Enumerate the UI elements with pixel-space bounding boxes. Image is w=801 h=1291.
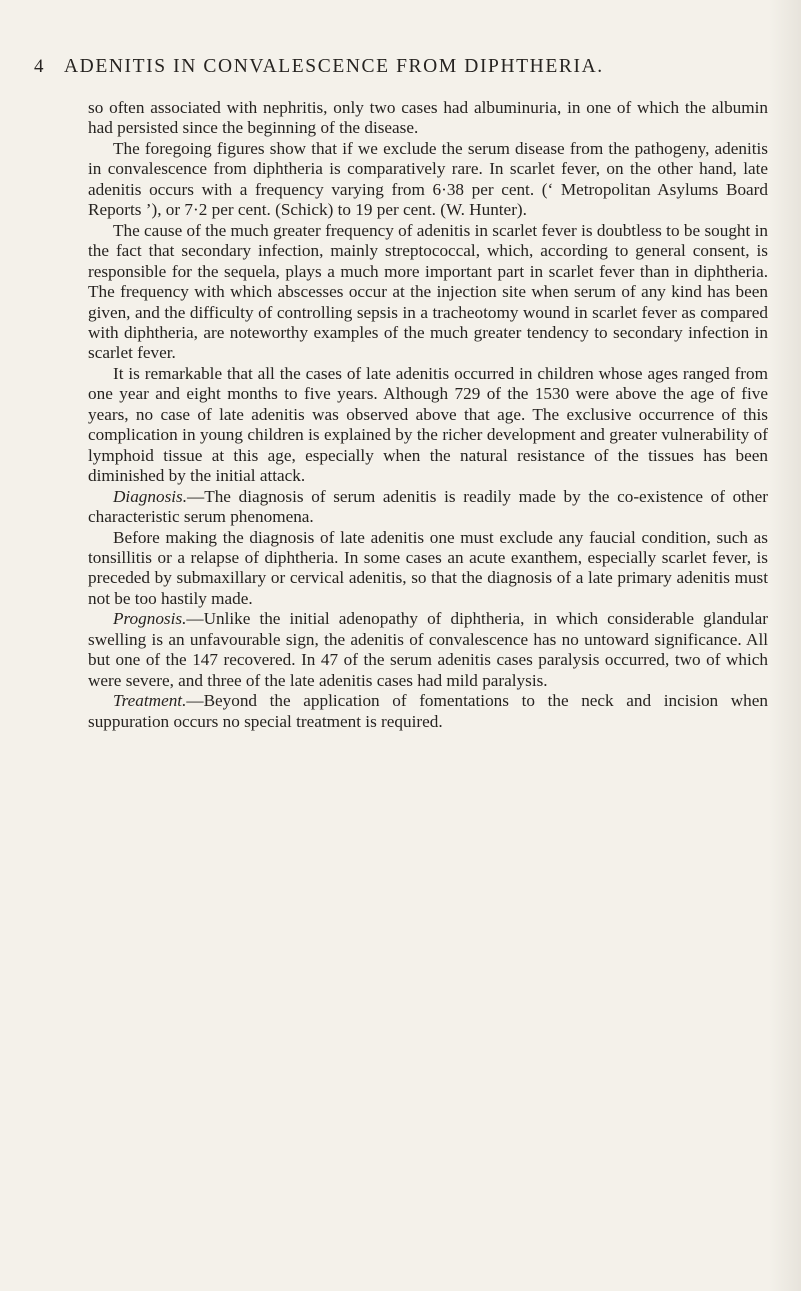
paragraph-text: —Beyond the application of fomentations to the neck and incision when suppuration occurs no special treatment is required. [88, 691, 768, 731]
section-lead-diagnosis: Diagnosis. [113, 486, 188, 506]
paragraph-treatment [88, 691, 768, 732]
paragraph-text: —The diagnosis of serum adenitis is readily made by the co-existence of other characteristic serum phenomena. [88, 486, 768, 527]
paragraph-text: It is remarkable that all the cases of late adenitis occurred in children whose ages ranged from one year and eight months to five years. Although 729 of the 1530 were above the age of five years, no case of late adenitis was observed above that age. The exclusive occurrence of this complication in young children is explained by the richer development and greater vulnerability of lymphoid tissue at this age, especially when the natural resistance of the tissues has been diminished by the initial attack. [88, 363, 768, 486]
paragraph-ages [88, 364, 768, 487]
section-lead-treatment: Treatment. [113, 691, 187, 711]
paragraph-differential [88, 528, 768, 610]
page-number: 4 [34, 56, 44, 77]
running-head: ADENITIS IN CONVALESCENCE FROM DIPHTHERIA. [64, 56, 604, 77]
paragraph-foregoing-figures [88, 139, 768, 221]
section-lead-prognosis: Prognosis. [113, 609, 187, 629]
paragraph-continuation [88, 98, 768, 139]
page-header [34, 56, 774, 84]
paragraph-text: The foregoing figures show that if we exclude the serum disease from the pathogeny, adenitis in convalescence from diphtheria is comparatively rare. In scarlet fever, on the other hand, late adenitis occurs with a frequency varying from 6·38 per cent. (‘ Metropolitan Asylums Board Reports ’), or 7·2 per cent. (Schick) to 19 per cent. (W. Hunter). [88, 138, 768, 220]
paragraph-text: —Unlike the initial adenopathy of diphtheria, in which considerable glandular swelling is an unfavourable sign, the adenitis of convalescence has no untoward significance. All but one of the 147 recovered. In 47 of the serum adenitis cases paralysis occurred, two of which were severe, and three of the late adenitis cases had mild paralysis. [88, 609, 768, 690]
paragraph-prognosis [88, 609, 768, 691]
paragraph-text: The cause of the much greater frequency of adenitis in scarlet fever is doubtless to be sought in the fact that secondary infection, mainly streptococcal, which, according to general consent, is responsible for the sequela, plays a much more important part in scarlet fever than in diphtheria. The frequency with which abscesses occur at the injection site when serum of any kind has been given, and the difficulty of controlling sepsis in a tracheotomy wound in scarlet fever as compared with diphtheria, are noteworthy examples of the much greater tendency to secondary infection in scarlet fever. [88, 220, 768, 363]
paragraph-diagnosis [88, 487, 768, 528]
paragraph-cause [88, 221, 768, 364]
paragraph-text: so often associated with nephritis, only two cases had albuminuria, in one of which the albumin had persisted since the beginning of the disease. [88, 98, 768, 138]
body-text [88, 98, 768, 732]
paragraph-text: Before making the diagnosis of late adenitis one must exclude any faucial condition, such as tonsillitis or a relapse of diphtheria. In some cases an acute exanthem, especially scarlet fever, is preceded by submaxillary or cervical adenitis, so that the diagnosis of a late primary adenitis must not be too hastily made. [88, 527, 768, 608]
